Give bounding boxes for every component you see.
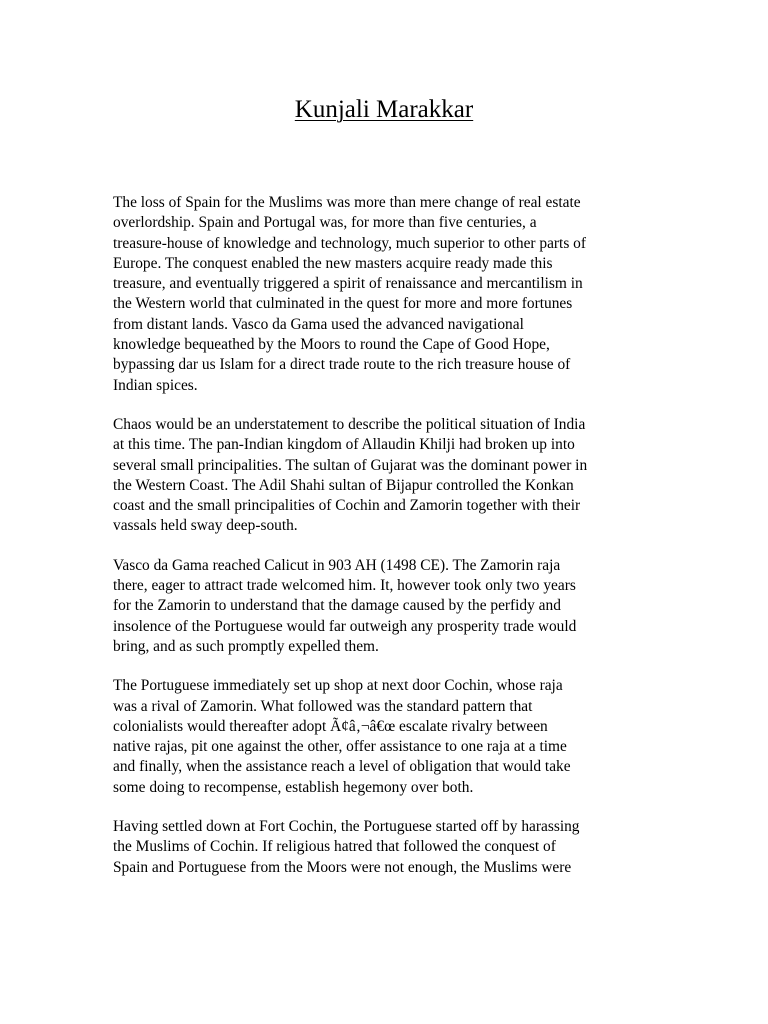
document-body (113, 193, 653, 897)
paragraph-vasco-calicut: Vasco da Gama reached Calicut in 903 AH (1498 CE). The Zamorin raja there, eager to attract trade welcomed him. It, however took only two years for the Zamorin to understand that the damage caused by the perfidy and insolence of the Portuguese would far outweigh any prosperity trade would bring, and as such promptly expelled them. (113, 556, 577, 655)
paragraph-portuguese-cochin: The Portuguese immediately set up shop at next door Cochin, whose raja was a rival of Zamorin. What followed was the standard pattern that colonialists would thereafter adopt Ã¢â‚¬â€œ escalate rivalry between native rajas, pit one against the other, offer assistance to one raja at a time and finally, when the assistance reach a level of obligation that would take some doing to recompense, establish hegemony over both. (113, 677, 571, 796)
paragraph-political-chaos: Chaos would be an understatement to describe the political situation of India at this time. The pan-Indian kingdom of Allaudin Khilji had broken up into several small principalities. The sultan of Gujarat was the dominant power in the Western Coast. The Adil Shahi sultan of Bijapur controlled the Konkan coast and the small principalities of Cochin and Zamorin together with their vassals held sway deep-south. (113, 415, 588, 535)
paragraph-spain-loss: The loss of Spain for the Muslims was more than mere change of real estate overlordship. Spain and Portugal was, for more than five centuries, a treasure-house of knowledge and technology, much superior to other parts of Europe. The conquest enabled the new masters acquire ready made this treasure, and eventually triggered a spirit of renaissance and mercantilism in the Western world that culminated in the quest for more and more fortunes from distant lands. Vasco da Gama used the advanced navigational knowledge bequeathed by the Moors to round the Cape of Good Hope, bypassing dar us Islam for a direct trade route to the rich treasure house of Indian spices. (113, 194, 586, 394)
paragraph-fort-cochin: Having settled down at Fort Cochin, the Portuguese started off by harassing the Muslims of Cochin. If religious hatred that followed the conquest of Spain and Portuguese from the Moors were not enough, the Muslims were (113, 818, 580, 876)
document-title: Kunjali Marakkar (294, 96, 474, 123)
